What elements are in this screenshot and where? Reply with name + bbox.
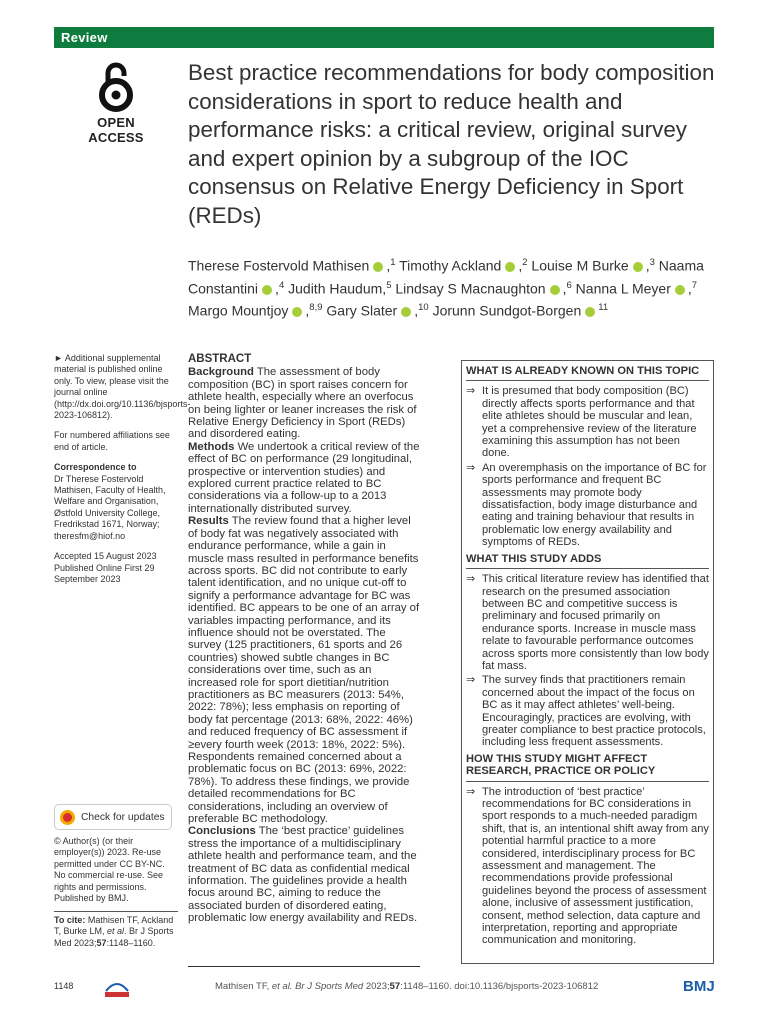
author-affiliation: 10 [418, 302, 429, 314]
arrow-icon: ⇒ [466, 573, 476, 586]
orcid-icon[interactable] [633, 262, 643, 272]
open-access-badge [68, 60, 164, 145]
to-cite-pages: :1148–1160. [106, 937, 156, 948]
open-access-label: OPEN ACCESS [88, 115, 144, 145]
box-item-text: This critical literature review has identified that research on the presumed association between BC and competitive success is preliminary and focused primarily on endurance sports. Increase in muscle mass relate to favourable performance outcomes across sports more consistently than low body fat mass. [482, 573, 709, 672]
arrow-icon: ⇒ [466, 385, 476, 398]
correspondence-heading: Correspondence to [54, 462, 137, 473]
footer-citation-vol: 57 [389, 981, 401, 992]
author-affiliation: 3 [649, 257, 655, 268]
article-title: Best practice recommendations for body composition considerations in sport to reduce health and performance risks: a critical review, original survey and expert opinion by a subgroup of the IOC consensus on Relative Energy Deficiency in Sport (REDs) [188, 60, 715, 228]
box-list [466, 786, 709, 947]
box-heading: HOW THIS STUDY MIGHT AFFECT RESEARCH, PRACTICE OR POLICY [466, 753, 709, 782]
author-name: Naama Constantini [188, 257, 704, 297]
abstract-heading: ABSTRACT [188, 353, 252, 365]
arrow-icon: ⇒ [466, 785, 476, 798]
sidebar [54, 353, 191, 585]
box-list-item [466, 573, 709, 672]
section-label: Review [61, 30, 108, 45]
correspondence-text: Dr Therese Fostervold Mathisen, Faculty of Health, Welfare and Organisation, Østfold University College, Fredrikstad 1671, Norway; theresfm@hiof.no [54, 473, 166, 541]
open-access-icon [96, 60, 136, 112]
footer-citation [215, 981, 598, 992]
author-affiliation: 6 [566, 279, 572, 291]
orcid-icon[interactable] [292, 307, 302, 317]
box-list-item [466, 462, 709, 549]
check-updates-icon [60, 810, 75, 825]
box-heading: WHAT THIS STUDY ADDS [466, 553, 709, 569]
abstract-conclusions [188, 825, 420, 924]
author-affiliation: 5 [386, 279, 392, 291]
box-heading: WHAT IS ALREADY KNOWN ON THIS TOPIC [466, 365, 709, 381]
orcid-icon[interactable] [401, 307, 411, 317]
conclusions-text: The ‘best practice’ guidelines stress the importance of a multidisciplinary athlete health and performance team, and the treatment of BC data as confidential medical information. The guidelines provide a health focus around BC, aiming to reduce the associated burden of disordered eating, problematic low energy availability and REDs. [188, 825, 418, 925]
box-list-item [466, 786, 709, 947]
abstract [188, 353, 420, 925]
affiliations-note: For numbered affiliations see end of article. [54, 430, 170, 452]
footer-citation-b: 2023; [363, 981, 390, 992]
accepted-date: Accepted 15 August 2023 [54, 551, 157, 562]
footer-citation-c: :1148–1160. doi:10.1136/bjsports-2023-106812 [400, 981, 599, 992]
author-affiliation: 2 [522, 257, 528, 268]
license-text: © Author(s) (or their employer(s)) 2023. Re-use permitted under CC BY-NC. No commercial re-use. See rights and permissions. Published by BMJ. [54, 836, 165, 904]
author-list: Therese Fostervold Mathisen ,$^1$ Timothy Ackland ,$^2$ Louise M Burke ,$^3$ Naama Constantini ,$^4$ Judith Haudum,$^5$ Lindsay S Macnaughton ,$^6$ Nanna L Meyer ,$^7$ Margo Mountjoy ,$^{8,9}$ Gary Slater ,$^{10}$ Jorunn Sundgot-Borgen $^{11}$ [188, 257, 704, 319]
to-cite-etal: et al [107, 926, 125, 937]
background-label: Background [188, 366, 254, 379]
supplemental-note: ► Additional supplemental material is published online only. To view, please visit the journal online (http://dx.doi.org/10.1136/bjsports-2023-106812). [54, 353, 191, 421]
bases-logo [102, 979, 132, 999]
orcid-icon[interactable] [675, 285, 685, 295]
author-name: Jorunn Sundgot-Borgen [432, 302, 582, 319]
methods-text: We undertook a critical review of the effect of BC on performance (29 longitudinal, prospective or intervention studies) and explored current practice related to BC considerations via a follow-up to a 2013 internationally distributed survey. [188, 440, 420, 515]
box-item-text: The introduction of ‘best practice’ recommendations for BC considerations in sport responds to a much-needed paradigm shift, that is, an intentional shift away from any potential harmful practice to a more considered, interdisciplinary process for BC assessment and management. The recommendations provide professional guidelines beyond the process of assessment alone, inclusive of assessment justification, consent, method selection, data capture and interpretation, reporting and appropriate communication and monitoring. [482, 785, 709, 947]
author-name: Margo Mountjoy [188, 302, 289, 319]
conclusions-label: Conclusions [188, 825, 256, 838]
orcid-icon[interactable] [550, 285, 560, 295]
orcid-icon[interactable] [585, 307, 595, 317]
methods-label: Methods [188, 440, 235, 453]
arrow-icon: ⇒ [466, 461, 476, 474]
to-cite-label: To cite: [54, 915, 86, 925]
author-name: Nanna L Meyer [575, 280, 671, 297]
to-cite-vol: 57 [96, 937, 107, 948]
published-date: Published Online First 29 September 2023 [54, 562, 155, 584]
abstract-methods [188, 441, 420, 515]
page-number: 1148 [54, 981, 74, 991]
orcid-icon[interactable] [373, 262, 383, 272]
author-affiliation: 4 [278, 279, 285, 291]
to-cite-a: Mathisen TF, Ackland T, Burke LM, [54, 915, 174, 937]
section-band [54, 27, 714, 48]
author-name: Lindsay S Macnaughton [395, 280, 546, 297]
check-for-updates-button[interactable] [54, 804, 172, 830]
author-affiliation: 7 [691, 279, 698, 291]
abstract-rule [188, 966, 420, 967]
orcid-icon[interactable] [505, 262, 515, 272]
orcid-icon[interactable] [262, 285, 272, 295]
author-name: Therese Fostervold Mathisen [188, 257, 370, 274]
box-item-text: The survey finds that practitioners remain concerned about the impact of the focus on BC as it may affect athletes’ well-being. Encouragingly, practices are evolving, with greater compliance to best practice protocols, including less frequent assessments. [482, 674, 706, 749]
author-name: Judith Haudum, [288, 280, 387, 297]
to-cite [54, 911, 178, 949]
arrow-icon: ⇒ [466, 674, 476, 687]
background-text: The assessment of body composition (BC) in sport raises concern for athlete health, especially where an overfocus on being lighter or leaner increases the risk of Relative Energy Deficiency in Sport (REDs) and disordered eating. [188, 366, 417, 441]
author-affiliation: 8,9 [309, 302, 323, 314]
author-name: Louise M Burke [531, 257, 629, 274]
author-name: Gary Slater [326, 302, 398, 319]
footer-citation-a: Mathisen TF, [215, 981, 272, 992]
author-affiliation: 11 [598, 302, 609, 314]
box-item-text: It is presumed that body composition (BC) directly affects sports performance and that elite athletes should be muscular and lean, yet a comprehensive review of the literature examining this assumption has not been done. [482, 385, 697, 460]
to-cite-b: . Br J Sports Med 2023; [54, 926, 174, 948]
bmj-logo: BMJ [683, 978, 715, 995]
results-label: Results [188, 515, 229, 528]
check-updates-label: Check for updates [81, 811, 165, 823]
author-name: Timothy Ackland [399, 257, 502, 274]
box-list-item [466, 385, 709, 459]
summary-box [461, 360, 714, 964]
box-list [466, 573, 709, 749]
author-affiliation: 1 [390, 257, 396, 268]
abstract-results [188, 515, 420, 825]
box-item-text: An overemphasis on the importance of BC for sports performance and frequent BC assessments may promote body dissatisfaction, body image disturbance and eating and training behaviour that results in problematic low energy availability and symptoms of REDs. [482, 461, 707, 549]
results-text: The review found that a higher level of body fat was negatively associated with endurance performance, while a gain in muscle mass resulted in performance benefits across sports. BC did not contribute to early talent identification, and no unique cut-off to signify a performance advantage for BC was identified. BC appears to be one of an array of variables impacting performance, and its influence should not be overstated. The survey (125 practitioners, 61 sports and 26 countries) showed subtle changes in BC considerations over time, such as an increased role for sport dietitian/nutrition practitioners as BC measurers (2013: 54%, 2022: 78%); less emphasis on reporting of body fat percentage (2013: 68%, 2022: 46%) and reduced frequency of BC assessment if ≥every fourth week (2013: 18%, 2022: 5%). Respondents remained concerned about a problematic focus on BC (2013: 69%, 2022: 78%). To address these findings, we provide detailed recommendations for BC considerations, including an overview of preferable BC methodology. [188, 515, 420, 826]
box-list [466, 385, 709, 548]
abstract-background [188, 366, 420, 440]
box-list-item [466, 674, 709, 748]
footer-citation-etal: et al. Br J Sports Med [271, 981, 364, 992]
